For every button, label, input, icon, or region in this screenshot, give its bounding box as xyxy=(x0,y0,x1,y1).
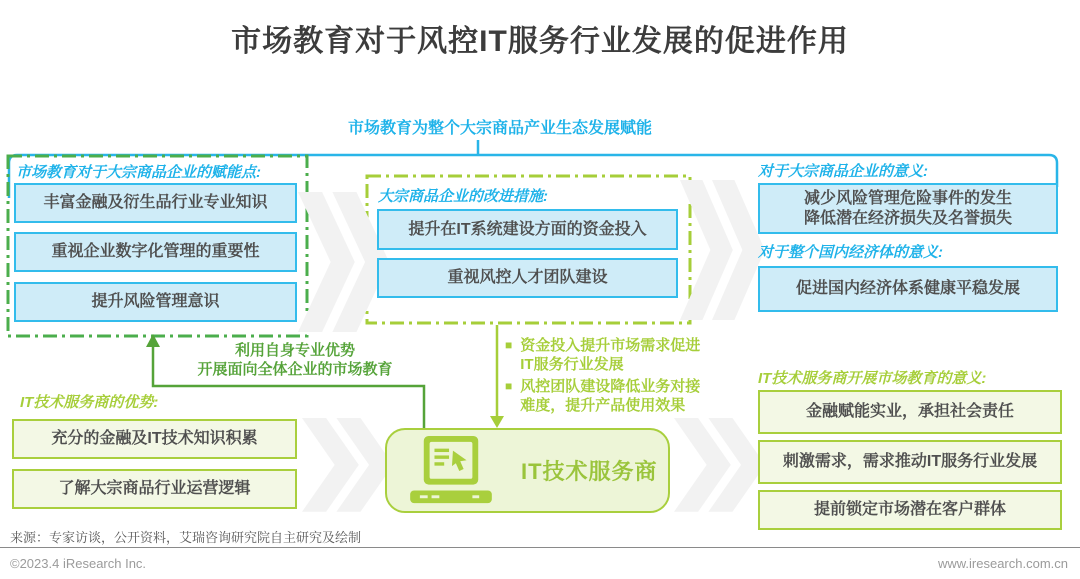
square-bullet-icon: ■ xyxy=(505,379,513,393)
empowerment-item: 重视企业数字化管理的重要性 xyxy=(14,232,297,272)
benefit-note-item xyxy=(505,377,706,415)
benefit-note-item xyxy=(505,336,706,374)
education-note-line2: 开展面向全体企业的市场教育 xyxy=(197,361,393,378)
provider-meaning-item: 刺激需求，需求推动IT服务行业发展 xyxy=(758,440,1062,484)
footer-copyright: ©2023.4 iResearch Inc. xyxy=(10,556,147,571)
improvement-item: 重视风控人才团队建设 xyxy=(377,258,678,298)
page-title: 市场教育对于风控IT服务行业发展的促进作用 xyxy=(231,25,849,58)
meaning-economy-item: 促进国内经济体系健康平稳发展 xyxy=(758,266,1058,312)
square-bullet-icon: ■ xyxy=(505,338,513,352)
meaning-enterprise-item xyxy=(758,183,1058,234)
provider-meaning-item: 金融赋能实业，承担社会责任 xyxy=(758,390,1062,434)
meaning-enterprise-line2: 降低潜在经济损失及名誉损失 xyxy=(803,209,1012,227)
meaning-economy-header: 对于整个国内经济体的意义: xyxy=(758,244,943,261)
advantage-item: 了解大宗商品行业运营逻辑 xyxy=(12,469,297,509)
footer-url: www.iresearch.com.cn xyxy=(937,556,1068,571)
it-provider-box xyxy=(385,428,670,513)
provider-meaning-header: IT技术服务商开展市场教育的意义: xyxy=(758,370,987,387)
education-note xyxy=(170,341,420,379)
source-note: 来源：专家访谈，公开资料，艾瑞咨询研究院自主研究及绘制 xyxy=(10,530,362,545)
advantage-item: 充分的金融及IT技术知识积累 xyxy=(12,419,297,459)
provider-meaning-item: 提前锁定市场潜在客户群体 xyxy=(758,490,1062,530)
meaning-enterprise-header: 对于大宗商品企业的意义: xyxy=(758,163,928,180)
empowerment-item: 提升风险管理意识 xyxy=(14,282,297,322)
footer-divider xyxy=(0,547,1080,548)
empowerment-item: 丰富金融及衍生品行业专业知识 xyxy=(14,183,297,223)
improvements-header: 大宗商品企业的改进措施: xyxy=(378,188,548,205)
benefit-notes xyxy=(505,336,706,415)
laptop-icon xyxy=(409,436,493,506)
it-provider-label: IT技术服务商 xyxy=(521,459,658,484)
benefit-connector-arrowhead-icon xyxy=(490,416,504,428)
benefit-note-text: 资金投入提升市场需求促进IT服务行业发展 xyxy=(520,337,701,373)
education-note-line1: 利用自身专业优势 xyxy=(234,342,355,359)
benefit-note-text: 风控团队建设降低业务对接难度，提升产品使用效果 xyxy=(520,378,701,414)
advantages-header: IT技术服务商的优势: xyxy=(20,394,159,411)
top-banner-label: 市场教育为整个大宗商品产业生态发展赋能 xyxy=(347,120,652,137)
empowerment-header: 市场教育对于大宗商品企业的赋能点: xyxy=(16,164,261,181)
improvement-item: 提升在IT系统建设方面的资金投入 xyxy=(377,209,678,250)
meaning-enterprise-line1: 减少风险管理危险事件的发生 xyxy=(803,189,1012,207)
